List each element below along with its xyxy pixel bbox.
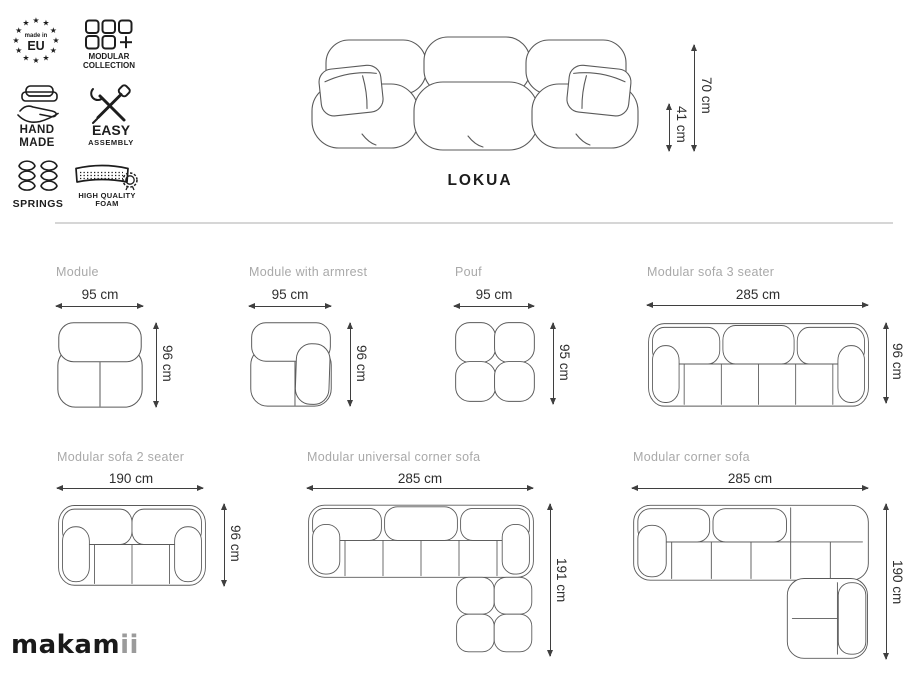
hand-made-label: HAND MADE — [19, 124, 55, 149]
section-title: Modular universal corner sofa — [307, 450, 481, 464]
corner-sofa-top-view-drawing — [632, 502, 870, 660]
height-dimension-arrow — [886, 504, 887, 659]
total-height-label: 70 cm — [699, 77, 714, 114]
universal-corner-sofa-top-view-drawing — [307, 502, 535, 655]
width-dimension-label: 95 cm — [271, 287, 309, 302]
width-dimension-arrow — [632, 488, 868, 489]
sofa-2-seater-top-view-drawing — [57, 502, 207, 587]
svg-text:★: ★ — [52, 36, 60, 45]
svg-text:★: ★ — [12, 36, 20, 45]
height-dimension-label: 96 cm — [228, 525, 243, 562]
width-dimension-arrow — [56, 306, 143, 307]
pouf-top-view-drawing — [453, 320, 537, 404]
width-dimension-label: 285 cm — [397, 471, 443, 486]
total-height-arrow — [694, 45, 695, 151]
section-title: Modular corner sofa — [633, 450, 750, 464]
height-dimension-label: 96 cm — [354, 345, 369, 382]
width-dimension-label: 285 cm — [727, 471, 773, 486]
svg-text:★: ★ — [32, 56, 40, 63]
easy-assembly-label: EASY ASSEMBLY — [88, 122, 134, 147]
width-dimension-arrow — [647, 305, 868, 306]
module-armrest-top-view-drawing — [249, 320, 333, 408]
brand-logo-suffix: ii — [120, 630, 139, 660]
svg-text:★: ★ — [42, 53, 50, 63]
svg-text:★: ★ — [32, 16, 40, 25]
seat-height-arrow — [669, 104, 670, 151]
height-dimension-arrow — [350, 323, 351, 406]
sofa-front-view-drawing — [300, 30, 650, 160]
svg-text:★: ★ — [15, 46, 23, 55]
easy-assembly-tools-icon — [88, 84, 132, 124]
module-top-view-drawing — [56, 320, 144, 409]
seat-height-label: 41 cm — [674, 106, 689, 143]
height-dimension-arrow — [156, 323, 157, 407]
width-dimension-arrow — [307, 488, 533, 489]
springs-label: SPRINGS — [12, 198, 64, 210]
width-dimension-label: 190 cm — [108, 471, 154, 486]
handmade-sofa-hand-icon — [16, 84, 62, 124]
svg-text:★: ★ — [22, 18, 30, 28]
eu-label: EU — [27, 39, 45, 53]
made-in-label: made in — [24, 33, 48, 39]
modular-grid-icon — [84, 19, 140, 50]
springs-icon — [17, 158, 59, 196]
height-dimension-arrow — [553, 323, 554, 404]
height-dimension-label: 96 cm — [890, 343, 905, 380]
width-dimension-arrow — [57, 488, 203, 489]
svg-text:★: ★ — [49, 26, 57, 35]
divider-line — [55, 222, 893, 224]
high-quality-foam-icon — [73, 161, 141, 191]
height-dimension-arrow — [224, 504, 225, 586]
section-title: Modular sofa 3 seater — [647, 265, 775, 279]
height-dimension-arrow — [886, 323, 887, 403]
width-dimension-arrow — [454, 306, 534, 307]
section-title: Module — [56, 265, 99, 279]
width-dimension-label: 95 cm — [81, 287, 119, 302]
modular-collection-label: MODULAR COLLECTION — [83, 52, 135, 70]
height-dimension-label: 191 cm — [554, 558, 569, 603]
svg-text:★: ★ — [42, 18, 50, 28]
svg-text:★: ★ — [49, 46, 57, 55]
width-dimension-label: 95 cm — [475, 287, 513, 302]
width-dimension-label: 285 cm — [735, 287, 781, 302]
made-in-eu-stars-icon — [12, 13, 60, 63]
product-name: LOKUA — [447, 172, 513, 189]
height-dimension-arrow — [550, 504, 551, 656]
svg-text:★: ★ — [15, 26, 23, 35]
sofa-3-seater-top-view-drawing — [647, 320, 870, 408]
section-title: Module with armrest — [249, 265, 368, 279]
height-dimension-label: 95 cm — [557, 344, 572, 381]
section-title: Modular sofa 2 seater — [57, 450, 185, 464]
svg-text:★: ★ — [22, 53, 30, 63]
brand-logo-main: makam — [11, 630, 121, 660]
height-dimension-label: 96 cm — [160, 345, 175, 382]
high-quality-foam-label: HIGH QUALITY FOAM — [78, 191, 136, 209]
height-dimension-label: 190 cm — [890, 560, 905, 605]
section-title: Pouf — [455, 265, 482, 279]
width-dimension-arrow — [249, 306, 331, 307]
brand-logo — [11, 630, 139, 660]
